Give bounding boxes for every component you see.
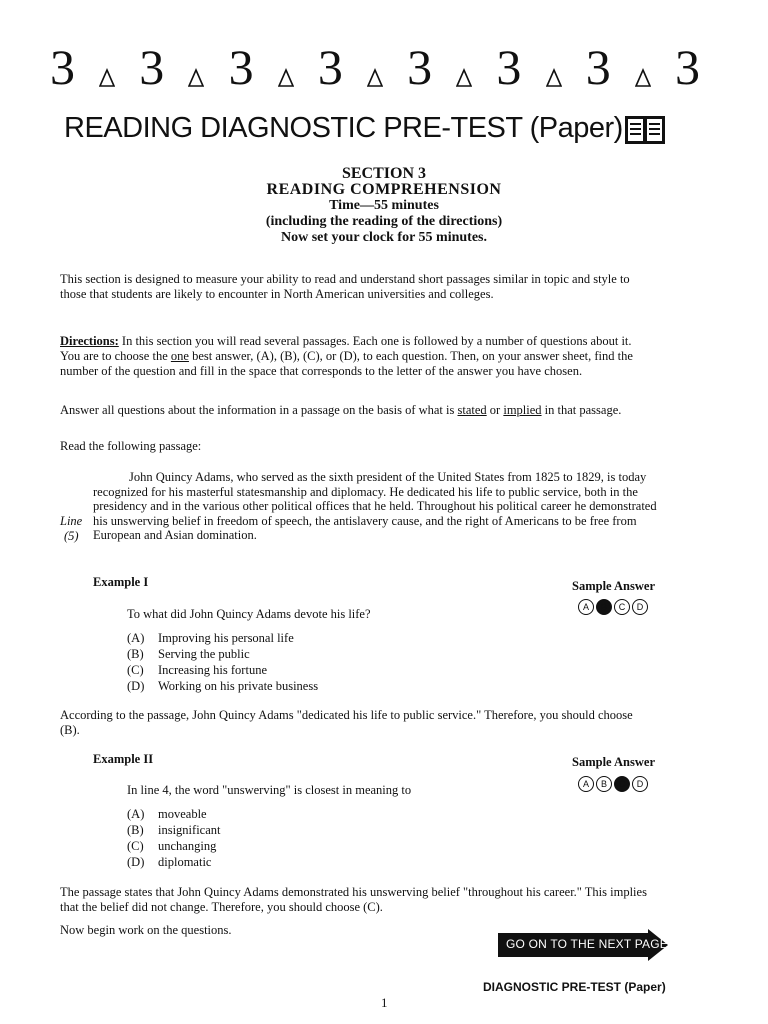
sample-answer-bubbles [578, 776, 648, 792]
answer-bubble-a: A [578, 776, 594, 792]
choice-row [127, 854, 221, 870]
choice-text: Improving his personal life [158, 631, 294, 645]
answer-bubble-b: B [596, 776, 612, 792]
page-number: 1 [381, 995, 388, 1010]
answer-all-text: or [486, 403, 504, 417]
choice-text: Increasing his fortune [158, 663, 267, 677]
answer-all-text: Answer all questions about the information in a passage on the basis of what is [60, 403, 458, 417]
begin-instruction: Now begin work on the questions. [60, 923, 232, 937]
directions-paragraph [60, 334, 650, 379]
directions-label: Directions: [60, 334, 119, 348]
section-name: READING COMPREHENSION [266, 181, 502, 198]
choice-letter: (D) [127, 679, 145, 693]
choice-letter: (C) [127, 663, 144, 677]
answer-all-paragraph [60, 403, 650, 418]
banner-numeral: 3 [317, 39, 343, 95]
example-2-explanation: The passage states that John Quincy Adams demonstrated his unswerving belief "throughout his career." This implies that the belief did not change. Therefore, you should choose (C). [60, 885, 647, 914]
banner-numeral: 3 [50, 39, 75, 95]
choice-letter: (B) [127, 647, 144, 661]
choice-row [127, 806, 221, 822]
choice-row [127, 822, 221, 838]
section-time: Time—55 minutes [329, 198, 439, 213]
triangle-icon [456, 68, 472, 88]
choice-text: unchanging [158, 839, 217, 853]
choice-text: diplomatic [158, 855, 212, 869]
implied-word: implied [503, 403, 542, 417]
example-2-choices [127, 806, 221, 870]
example-1-label: Example I [93, 575, 149, 589]
answer-bubble-c: C [614, 599, 630, 615]
footer-title: DIAGNOSTIC PRE-TEST (Paper) [483, 980, 666, 994]
section-banner [50, 39, 700, 95]
answer-all-text: in that passage. [541, 403, 622, 417]
sample-answer-bubbles [578, 599, 648, 615]
sample-answer-label: Sample Answer [572, 579, 655, 593]
read-following: Read the following passage: [60, 439, 202, 453]
answer-bubble-a: A [578, 599, 594, 615]
choice-row [127, 662, 318, 678]
answer-bubble-d: D [632, 599, 648, 615]
example-1-explanation: According to the passage, John Quincy Adams "dedicated his life to public service." Therefore, you should choose (B). [60, 708, 633, 737]
choice-letter: (A) [127, 807, 145, 821]
directions-one: one [170, 349, 189, 363]
section-heading [0, 166, 768, 246]
book-icon [624, 115, 666, 145]
triangle-icon [188, 68, 204, 88]
choice-row [127, 838, 221, 854]
answer-bubble-c-filled: C [614, 776, 630, 792]
triangle-icon [99, 68, 115, 88]
choice-letter: (A) [127, 631, 145, 645]
choice-row [127, 630, 318, 646]
page-title: READING DIAGNOSTIC PRE-TEST (Paper) [64, 112, 623, 144]
directions-text: best answer, (A), (B), (C), or (D), to each question. Then, on your answer sheet, find the number of the question and fill in the space that corresponds to the letter of the answer you have chosen. [60, 349, 633, 378]
banner-numeral: 3 [585, 39, 611, 95]
stated-word: stated [457, 403, 487, 417]
line-marker-word: Line [60, 514, 83, 528]
banner-numeral: 3 [407, 39, 433, 95]
answer-bubble-d: D [632, 776, 648, 792]
section-number: SECTION 3 [341, 165, 427, 182]
choice-letter: (D) [127, 855, 145, 869]
reading-passage: John Quincy Adams, who served as the sixth president of the United States from 1825 to 1829, is today recognized for his masterful statesmanship and diplomacy. He dedicated his life to public service, both in the presidency and in the various other political offices that he held. Throughout his political career he demonstrated his unswerving belief in freedom of speech, the antislavery cause, and the right of Americans to be free from European and Asian domination. [93, 470, 657, 542]
section-clock: Now set your clock for 55 minutes. [281, 230, 487, 245]
triangle-icon [278, 68, 294, 88]
banner-numeral: 3 [139, 39, 165, 95]
choice-text: moveable [158, 807, 207, 821]
sample-answer-label: Sample Answer [572, 755, 655, 769]
go-on-label: GO ON TO THE NEXT PAGE [506, 937, 668, 951]
answer-bubble-b-filled: B [596, 599, 612, 615]
example-2-question: In line 4, the word "unswerving" is closest in meaning to [127, 783, 412, 797]
line-marker-number: (5) [64, 529, 79, 543]
directions-text: In this section you will read several passages. Each one is followed by a number of questions about it. You are to choose the [60, 334, 632, 363]
banner-numeral: 3 [496, 39, 522, 95]
banner-numeral: 3 [228, 39, 254, 95]
choice-letter: (B) [127, 823, 144, 837]
choice-text: Serving the public [158, 647, 250, 661]
example-1-question: To what did John Quincy Adams devote his life? [127, 607, 371, 621]
choice-letter: (C) [127, 839, 144, 853]
choice-text: insignificant [158, 823, 221, 837]
intro-paragraph: This section is designed to measure your ability to read and understand short passages similar in topic and style to those that students are likely to encounter in North American universities and colleges. [60, 272, 630, 301]
choice-row [127, 678, 318, 694]
triangle-icon [635, 68, 651, 88]
banner-numeral: 3 [674, 39, 700, 95]
section-including: (including the reading of the directions) [265, 214, 503, 229]
choice-text: Working on his private business [158, 679, 319, 693]
example-1-choices [127, 630, 318, 694]
triangle-icon [367, 68, 383, 88]
triangle-icon [546, 68, 562, 88]
example-2-label: Example II [93, 752, 154, 766]
choice-row [127, 646, 318, 662]
